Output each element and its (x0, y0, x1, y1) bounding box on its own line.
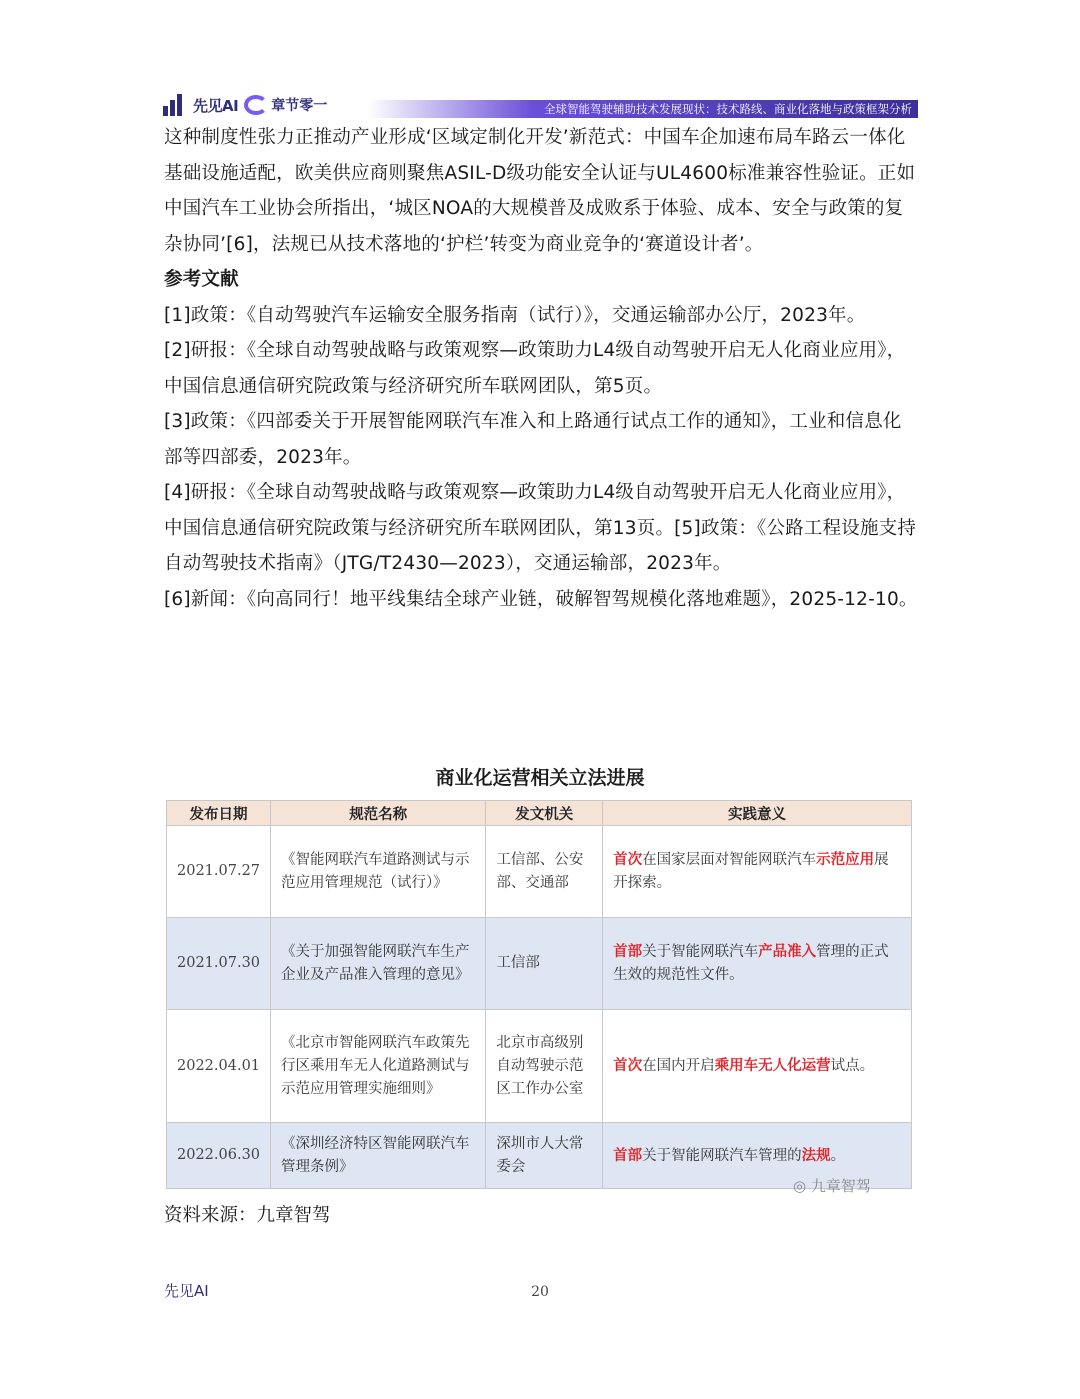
cell-org: 工信部 (486, 918, 603, 1010)
highlight-text: 乘用车无人化运营 (714, 1057, 831, 1074)
cell-name: 《北京市智能网联汽车政策先行区乘用车无人化道路测试与示范应用管理实施细则》 (271, 1010, 486, 1123)
cell-date: 2022.06.30 (167, 1123, 271, 1189)
watermark (793, 1175, 871, 1196)
table-row (167, 918, 912, 1010)
cell-name: 《智能网联汽车道路测试与示范应用管理规范（试行）》 (271, 826, 486, 918)
highlight-text: 首次 (613, 851, 643, 868)
reference-item: [6]新闻：《向高同行！地平线集结全球产业链，破解智驾规模化落地难题》，2025-12-10。 (164, 588, 918, 610)
partner-logo (244, 95, 327, 115)
highlight-text: 首部 (613, 1146, 643, 1164)
header-date: 发布日期 (167, 801, 271, 826)
partner-logo-icon (244, 95, 268, 115)
watermark-text: 九章智驾 (810, 1177, 871, 1195)
wechat-icon: ◎ (793, 1177, 811, 1195)
meaning-text: 管理的正式生效的规范性文件。 (613, 944, 889, 983)
highlight-text: 首部 (613, 943, 643, 960)
meaning-text: 。 (830, 1147, 846, 1164)
table-row (167, 826, 912, 918)
highlight-text: 示范应用 (816, 851, 875, 868)
page-header (163, 86, 918, 120)
highlight-text: 产品准入 (758, 943, 817, 960)
source-note: 资料来源：九章智驾 (164, 1205, 331, 1226)
cell-meaning (603, 918, 912, 1010)
reference-item: [4]研报：《全球自动驾驶战略与政策观察—政策助力L4级自动驾驶开启无人化商业应用》，中国信息通信研究院政策与经济研究所车联网团队，第13页。[5]政策：《公路工程设施支持自动驾驶技术指南》（JTG/T2430—2023），交通运输部，2023年。 (164, 482, 917, 574)
highlight-text: 首次 (613, 1057, 643, 1074)
cell-org: 深圳市人大常委会 (486, 1123, 603, 1189)
legislation-table (166, 800, 912, 1189)
meaning-text: 在国家层面对智能网联汽车 (642, 852, 817, 868)
footer-logo: 先见AI (164, 1282, 209, 1300)
main-content (164, 120, 918, 617)
reference-item: [3]政策：《四部委关于开展智能网联汽车准入和上路通行试点工作的通知》，工业和信息化部等四部委，2023年。 (164, 411, 902, 468)
cell-date: 2021.07.30 (167, 918, 271, 1010)
header-meaning: 实践意义 (603, 801, 912, 826)
meaning-text: 关于智能网联汽车管理的 (642, 1147, 802, 1164)
table-row (167, 1010, 912, 1123)
cell-date: 2022.04.01 (167, 1010, 271, 1123)
page-number: 20 (531, 1284, 549, 1300)
cell-org: 工信部、公安部、交通部 (486, 826, 603, 918)
references-heading: 参考文献 (164, 269, 239, 290)
body-paragraph: 这种制度性张力正推动产业形成‘区域定制化开发’新范式：中国车企加速布局车路云一体化基础设施适配，欧美供应商则聚焦ASIL-D级功能安全认证与UL4600标准兼容性验证。正如中国汽车工业协会所指出，‘城区NOA的大规模普及成败系于体验、成本、安全与政策的复杂协同’[6]，法规已从技术落地的‘护栏’转变为商业竞争的‘赛道设计者’。 (164, 127, 916, 255)
table-header-row (167, 801, 912, 826)
meaning-text: 试点。 (830, 1058, 875, 1074)
reference-item: [2]研报：《全球自动驾驶战略与政策观察—政策助力L4级自动驾驶开启无人化商业应用》，中国信息通信研究院政策与经济研究所车联网团队，第5页。 (164, 340, 906, 397)
header-name: 规范名称 (271, 801, 486, 826)
meaning-text: 关于智能网联汽车 (642, 944, 759, 960)
cell-name: 《关于加强智能网联汽车生产企业及产品准入管理的意见》 (271, 918, 486, 1010)
cell-org: 北京市高级别自动驾驶示范区工作办公室 (486, 1010, 603, 1123)
meaning-text: 在国内开启 (642, 1058, 715, 1074)
reference-item: [1]政策：《自动驾驶汽车运输安全服务指南（试行）》，交通运输部办公厅，2023年。 (164, 304, 866, 326)
brand-logo (163, 94, 327, 116)
highlight-text: 法规 (801, 1146, 831, 1164)
cell-meaning (603, 1010, 912, 1123)
partner-logo-text: 章节零一 (271, 98, 328, 114)
report-title-bar: 全球智能驾驶辅助技术发展现状：技术路线、商业化落地与政策框架分析 (368, 100, 918, 118)
cell-date: 2021.07.27 (167, 826, 271, 918)
meaning-text: 展开探索。 (613, 852, 889, 891)
header-org: 发文机关 (486, 801, 603, 826)
brand-logo-text: 先见AI (193, 96, 239, 115)
cell-name: 《深圳经济特区智能网联汽车管理条例》 (271, 1123, 486, 1189)
table-title: 商业化运营相关立法进展 (435, 767, 645, 789)
brand-logo-icon (163, 94, 189, 116)
cell-meaning (603, 826, 912, 918)
